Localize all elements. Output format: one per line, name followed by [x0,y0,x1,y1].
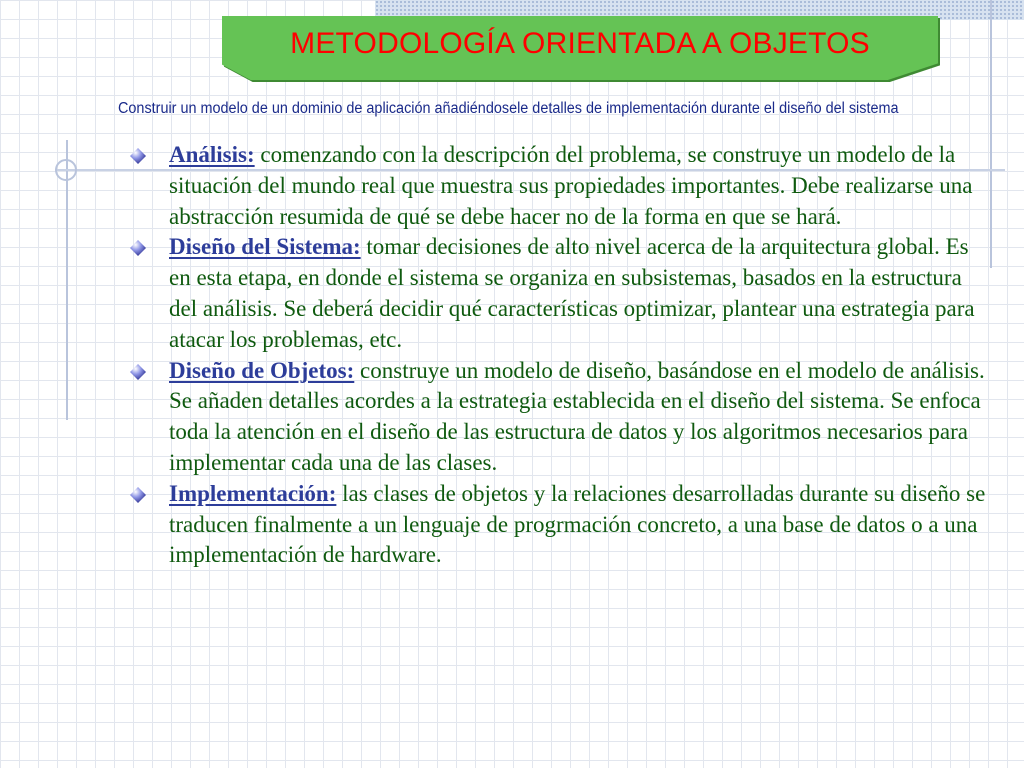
term-implementacion: Implementación: [169,480,337,506]
list-item [128,479,988,571]
diamond-bullet-icon [130,364,146,380]
item-text: tomar decisiones de alto nivel acerca de la arquitectura global. Es en esta etapa, en donde el sistema se organiza en subsistemas, basados en la estructura del análisis. Se deberá decidir qué características optimizar, plantear una estrategia para atacar los problemas, etc. [169,234,975,352]
list-item [128,140,988,232]
list-item [128,232,988,355]
diamond-bullet-icon [130,240,146,256]
diamond-bullet-icon [130,148,146,164]
slide-subtitle: Construir un modelo de un dominio de aplicación añadiéndosele detalles de implementación durante el diseño del sistema [118,100,899,117]
decorative-vertical-line [990,0,992,268]
slide-title: METODOLOGÍA ORIENTADA A OBJETOS [290,27,870,60]
item-text: construye un modelo de diseño, basándose en el modelo de análisis. Se añaden detalles acordes a la estrategia establecida en el diseño del sistema. Se enfoca toda la atención en el diseño de las estructura de datos y los algoritmos necesarios para implementar cada una de las clases. [169,357,985,475]
decorative-circle [55,159,77,181]
item-text: las clases de objetos y la relaciones desarrolladas durante su diseño se traducen finalmente a un lenguaje de progrmación concreto, a una base de datos o a una implementación de hardware. [169,480,986,568]
term-diseno-sistema: Diseño del Sistema: [169,234,361,260]
decorative-left-line [66,140,68,420]
term-diseno-objetos: Diseño de Objetos: [169,357,355,383]
term-analisis: Análisis: [169,142,255,167]
list-item [128,356,988,479]
item-text: comenzando con la descripción del problema, se construye un modelo de la situación del mundo real que muestra sus propiedades importantes. Debe realizarse una abstracción resumida de qué se debe hacer no de la forma en que se hará. [169,142,973,229]
diamond-bullet-icon [130,487,146,503]
content-list [128,140,988,571]
